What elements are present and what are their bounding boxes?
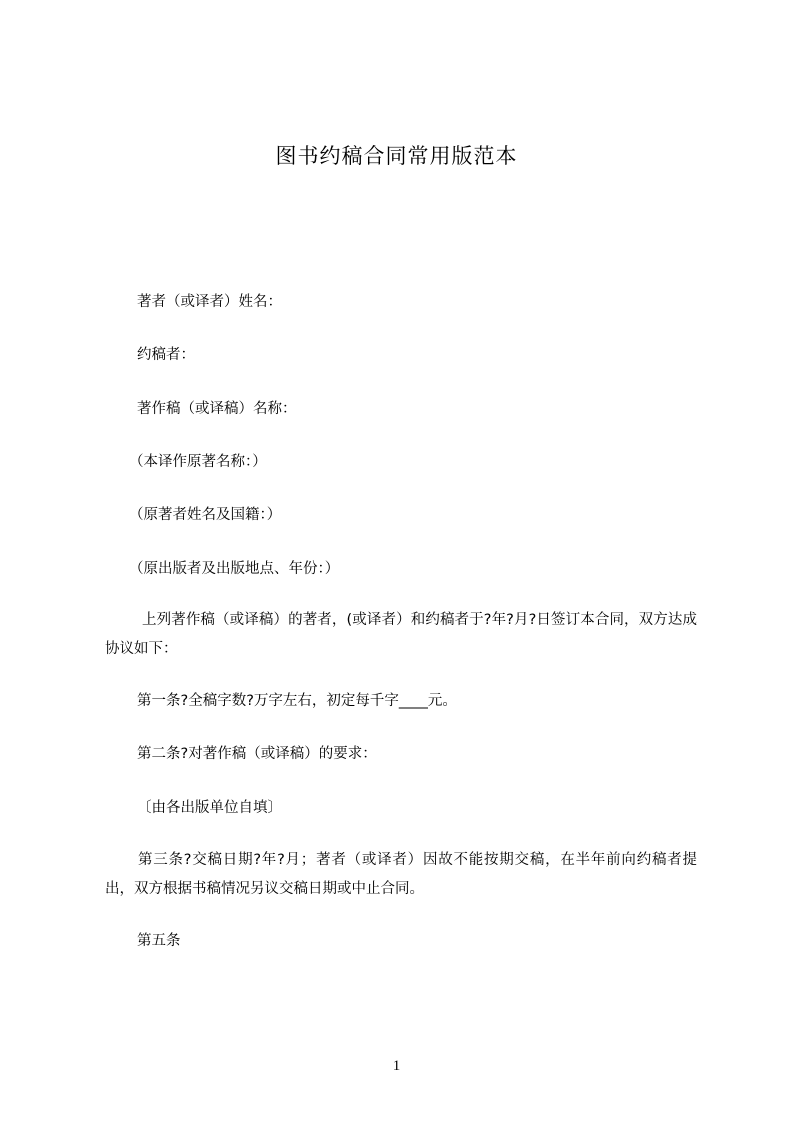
field-original-title: （本译作原著名称：） (129, 454, 267, 470)
article-2-note: 〔由各出版单位自填〕 (137, 800, 282, 816)
document-title: 图书约稿合同常用版范本 (275, 144, 518, 168)
field-author-name: 著者（或译者）姓名： (137, 294, 282, 310)
field-commissioner: 约稿者： (137, 347, 195, 363)
field-original-author: （原著者姓名及国籍：） (129, 507, 282, 523)
article-3: 第三条?交稿日期?年?月；著者（或译者）因故不能按期交稿，在半年前向约稿者提出，双方根据书稿情况另议交稿日期或中止合同。 (105, 852, 697, 897)
article-5: 第五条 (137, 933, 181, 949)
field-work-title: 著作稿（或译稿）名称： (137, 401, 297, 417)
preamble-paragraph: 上列著作稿（或译稿）的著者，(或译者）和约稿者于?年?月?日签订本合同，双方达成协议如下： (105, 612, 697, 657)
field-original-publisher: （原出版者及出版地点、年份：） (129, 561, 340, 577)
page-number: 1 (392, 1058, 401, 1074)
article-1: 第一条?全稿字数?万字左右，初定每千字____元。 (137, 693, 457, 709)
article-2: 第二条?对著作稿（或译稿）的要求： (137, 746, 377, 762)
